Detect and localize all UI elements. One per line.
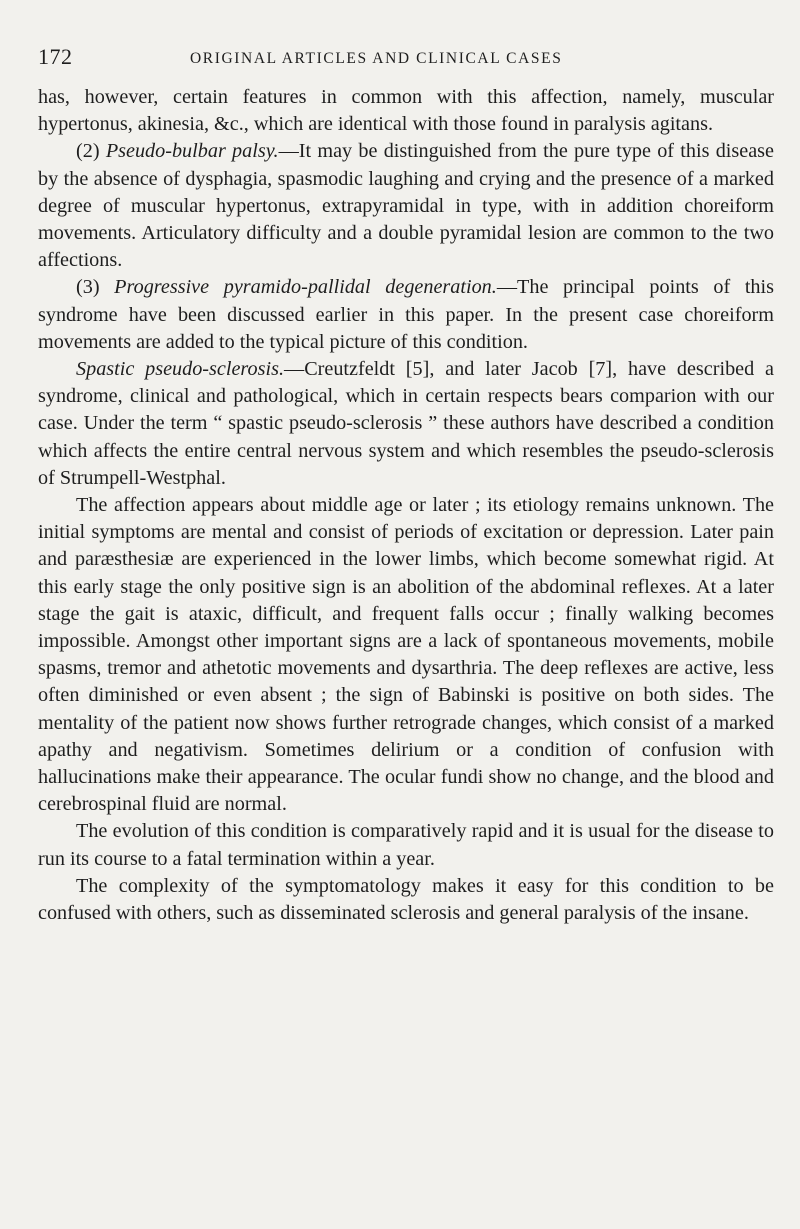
paragraph-text: —It may be distinguished from the pure type of this disease by the absence of dysphagia, spasmodic laughing and crying and the presence of a marked degree of muscular hypertonus, extrapyramidal in type, with in addition choreiform movements. Articulatory difficulty and a double pyramidal lesion are common to the two affections.: [38, 140, 774, 272]
paragraph-continuation: [38, 84, 774, 138]
paragraph-text: —Creutzfeldt [5], and later Jacob [7], have described a syndrome, clinical and pathological, which in certain respects bears comparion with our case. Under the term “ spastic pseudo-sclerosis ” these authors have described a condition which affects the entire central nervous system and which resembles the pseudo-sclerosis of Strumpell-Westphal.: [38, 358, 774, 489]
paragraph-title: Progressive pyramido-pallidal degeneration.: [114, 276, 497, 299]
paragraph-text: The affection appears about middle age or later ; its etiology remains unknown. The initial symptoms are mental and consist of periods of excitation or depression. Later pain and paræsthesiæ are experienced in the lower limbs, which become somewhat rigid. At this early stage the only positive sign is an abolition of the abdominal reflexes. At a later stage the gait is ataxic, difficult, and frequent falls occur ; finally walking becomes impossible. Amongst other important signs are a lack of spontaneous movements, mobile spasms, tremor and athetotic movements and dysarthria. The deep reflexes are active, less often diminished or even absent ; the sign of Babinski is positive on both sides. The mentality of the patient now shows further retrograde changes, which consist of a marked apathy and negativism. Sometimes delirium or a condition of confusion with hallucinations make their appearance. The ocular fundi show no change, and the blood and cerebrospinal fluid are normal.: [38, 494, 774, 816]
paragraph-title: Pseudo-bulbar palsy.: [105, 140, 279, 163]
paragraph-text: The evolution of this condition is comparatively rapid and it is usual for the disease to run its course to a fatal termination within a year.: [38, 820, 774, 870]
paragraph-number: (2): [76, 140, 100, 163]
body-text: [38, 84, 774, 927]
paragraph-title: Spastic pseudo-sclerosis.: [76, 358, 284, 381]
paragraph-text: The complexity of the symptomatology makes it easy for this condition to be confused with others, such as disseminated sclerosis and general paralysis of the insane.: [38, 874, 774, 925]
page-number: 172: [38, 44, 73, 69]
running-head: ORIGINAL ARTICLES AND CLINICAL CASES: [190, 50, 563, 67]
paragraph-pseudo-bulbar-palsy: [38, 138, 774, 274]
paragraph-complexity: [38, 873, 774, 927]
paragraph-pyramido-pallidal: [38, 274, 774, 356]
paragraph-text: has, however, certain features in common with this affection, namely, muscular hypertonus, akinesia, &c., which are identical with those found in paralysis agitans.: [38, 86, 774, 136]
paragraph-affection: [38, 492, 774, 818]
paragraph-text: —The principal points of this syndrome have been discussed earlier in this paper. In the present case choreiform movements are added to the typical picture of this condition.: [38, 276, 774, 353]
paragraph-number: (3): [76, 276, 100, 299]
paragraph-spastic-pseudo-sclerosis: [38, 356, 774, 492]
page-header: [38, 38, 774, 68]
paragraph-evolution: [38, 818, 774, 872]
